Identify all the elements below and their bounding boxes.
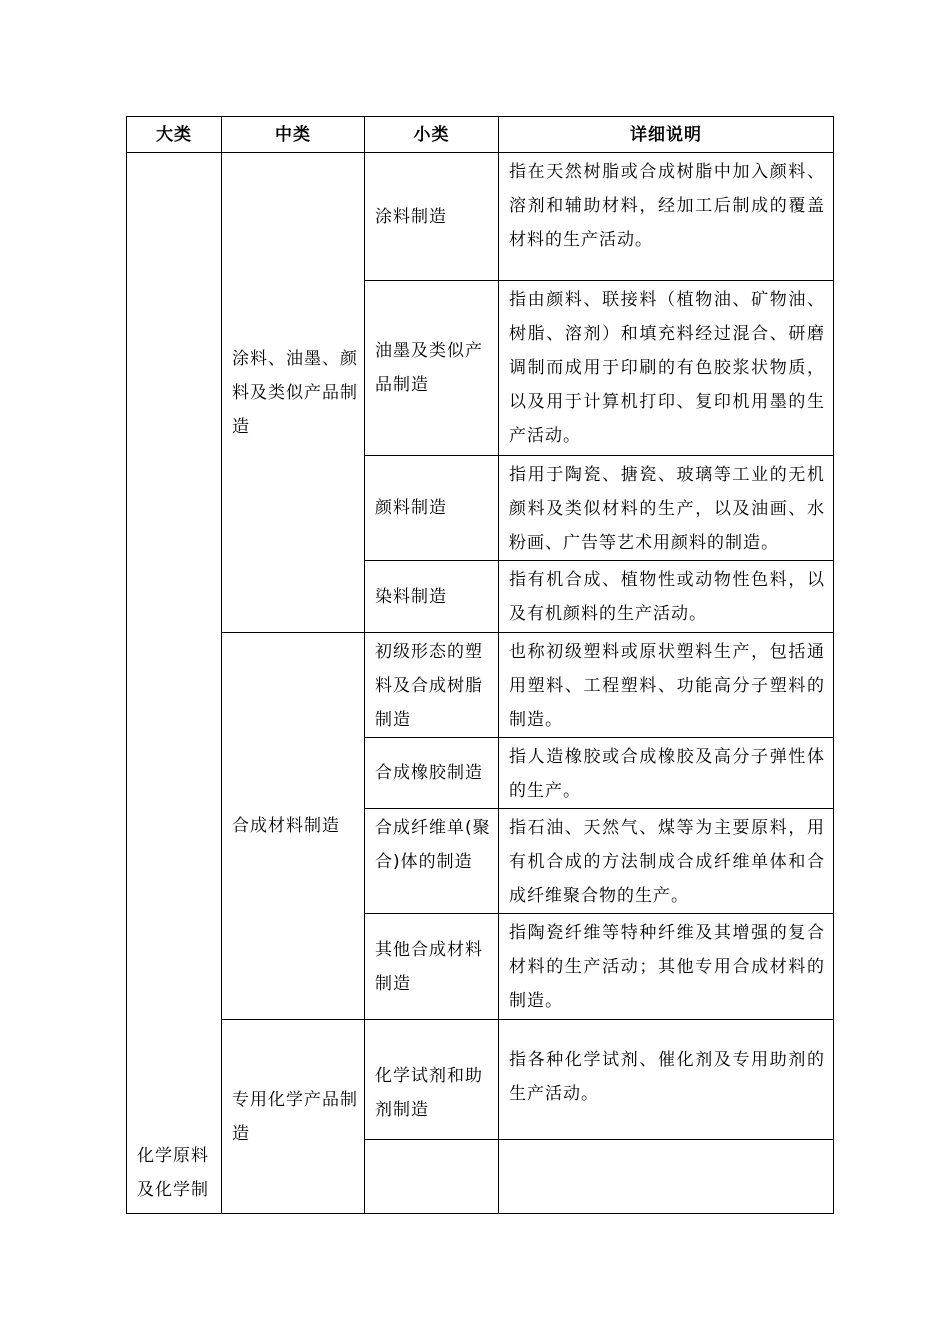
table-row <box>127 633 834 738</box>
detail-cell <box>499 914 834 1020</box>
detail-cell <box>499 561 834 633</box>
detail-cell <box>499 633 834 738</box>
header-major: 大类 <box>127 117 222 153</box>
minor-category-label: 化学试剂和助剂制造 <box>375 1066 483 1120</box>
minor-category-cell <box>365 281 499 456</box>
detail-cell <box>499 738 834 809</box>
detail-text: 指由颜料、联接料（植物油、矿物油、树脂、溶剂）和填充料经过混合、研磨调制而成用于印刷的有色胶浆状物质，以及用于计算机打印、复印机用墨的生产活动。 <box>509 290 825 446</box>
detail-cell <box>499 456 834 561</box>
detail-text: 指有机合成、植物性或动物性色料，以及有机颜料的生产活动。 <box>509 570 825 624</box>
minor-category-cell <box>365 561 499 633</box>
detail-cell <box>499 281 834 456</box>
major-category-label: 化学原料及化学制 <box>137 1146 209 1200</box>
middle-category-cell <box>222 1020 365 1214</box>
header-middle: 中类 <box>222 117 365 153</box>
detail-cell <box>499 809 834 914</box>
minor-category-cell <box>365 633 499 738</box>
minor-category-label: 初级形态的塑料及合成树脂制造 <box>375 642 483 730</box>
minor-category-label: 涂料制造 <box>375 206 447 227</box>
minor-category-label: 染料制造 <box>375 586 447 607</box>
middle-category-cell <box>222 633 365 1020</box>
minor-category-cell <box>365 456 499 561</box>
detail-cell-empty <box>499 1140 834 1214</box>
header-detail: 详细说明 <box>499 117 834 153</box>
detail-text: 指石油、天然气、煤等为主要原料，用有机合成的方法制成合成纤维单体和合成纤维聚合物的生产。 <box>509 818 825 906</box>
detail-cell <box>499 153 834 281</box>
minor-category-label: 合成纤维单(聚合)体的制造 <box>375 818 491 872</box>
detail-text: 指人造橡胶或合成橡胶及高分子弹性体的生产。 <box>509 747 825 801</box>
minor-category-cell <box>365 153 499 281</box>
detail-text: 指用于陶瓷、搪瓷、玻璃等工业的无机颜料及类似材料的生产，以及油画、水粉画、广告等艺术用颜料的制造。 <box>509 465 825 553</box>
middle-category-label: 专用化学产品制造 <box>232 1089 358 1144</box>
table-row <box>127 1020 834 1140</box>
middle-category-label: 涂料、油墨、颜料及类似产品制造 <box>232 348 358 437</box>
table-row <box>127 153 834 281</box>
minor-category-label: 其他合成材料制造 <box>375 939 483 994</box>
middle-category-label: 合成材料制造 <box>232 816 340 836</box>
header-row <box>127 117 834 153</box>
minor-category-label: 油墨及类似产品制造 <box>375 341 483 395</box>
detail-text: 指各种化学试剂、催化剂及专用助剂的生产活动。 <box>509 1050 825 1104</box>
minor-category-cell <box>365 914 499 1020</box>
detail-text: 也称初级塑料或原状塑料生产，包括通用塑料、工程塑料、功能高分子塑料的制造。 <box>509 642 825 730</box>
detail-text: 指陶瓷纤维等特种纤维及其增强的复合材料的生产活动；其他专用合成材料的制造。 <box>509 923 825 1011</box>
detail-text: 指在天然树脂或合成树脂中加入颜料、溶剂和辅助材料，经加工后制成的覆盖材料的生产活动。 <box>509 162 825 250</box>
detail-cell <box>499 1020 834 1140</box>
industry-classification-table <box>126 116 834 1214</box>
minor-category-cell <box>365 738 499 809</box>
middle-category-cell <box>222 153 365 633</box>
minor-category-cell-empty <box>365 1140 499 1214</box>
header-minor: 小类 <box>365 117 499 153</box>
minor-category-label: 合成橡胶制造 <box>375 763 483 783</box>
minor-category-label: 颜料制造 <box>375 498 447 518</box>
minor-category-cell <box>365 809 499 914</box>
major-category-cell <box>127 153 222 1214</box>
minor-category-cell <box>365 1020 499 1140</box>
